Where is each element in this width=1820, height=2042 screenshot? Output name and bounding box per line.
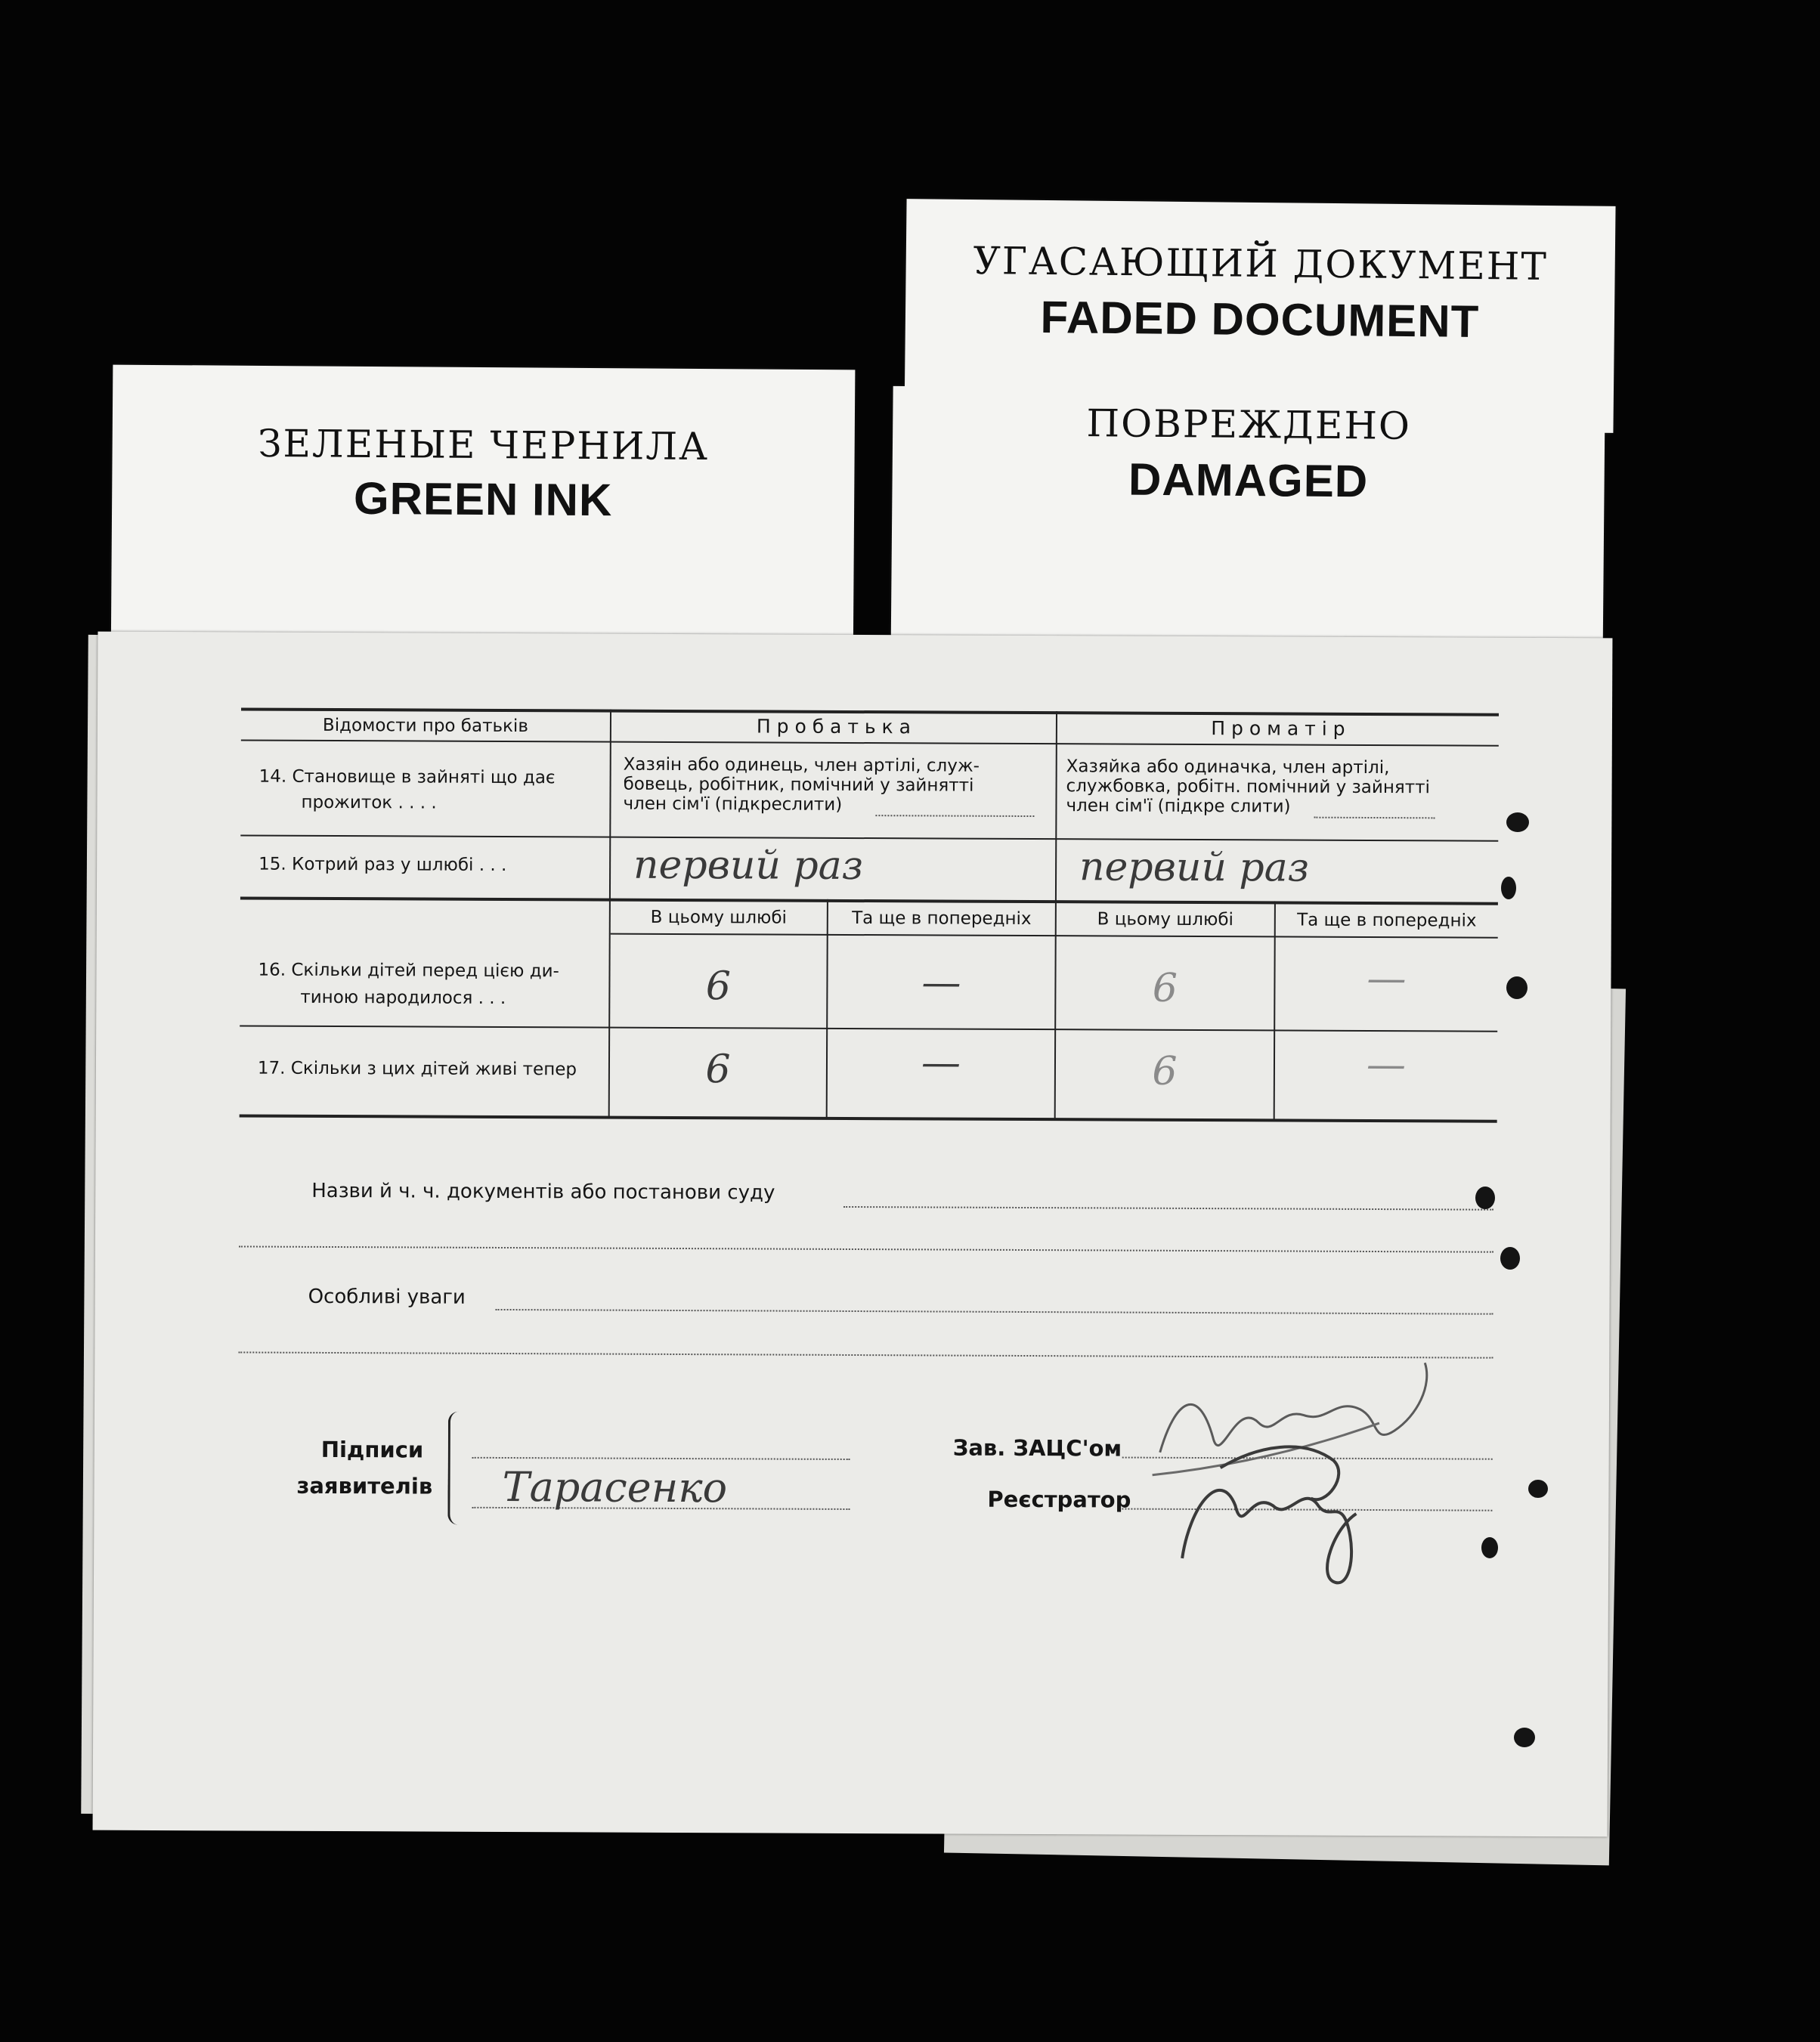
damaged-label-en: DAMAGED <box>1128 453 1369 507</box>
row14-father-line1: Хазяін або одинець, член артілі, служ- <box>623 754 980 776</box>
punch-hole <box>1506 976 1528 999</box>
row16-mother-this: 6 <box>1152 965 1178 1011</box>
punch-hole <box>1481 1537 1498 1558</box>
damaged-label-ru: ПОВРЕЖДЕНО <box>1086 401 1412 448</box>
registrar-label: Реєстратор <box>987 1486 1131 1513</box>
row15-label: 15. Котрий раз у шлюбі . . . <box>258 854 507 875</box>
header-mother: П р о м а т і р <box>1211 717 1345 740</box>
remarks-line <box>496 1309 1493 1315</box>
row14-label-line2: прожиток . . . . <box>301 792 437 813</box>
faded-label-en: FADED DOCUMENT <box>1040 291 1480 348</box>
row14-father-line2: бовець, робітник, помічний у зайнятті <box>623 774 974 796</box>
parents-info-table <box>240 707 1496 1127</box>
punch-hole <box>1528 1480 1548 1498</box>
row14-label-line1: 14. Становище в зайняті що дає <box>258 766 556 788</box>
row16-father-prev: — <box>921 960 961 1006</box>
remarks-label: Особливі уваги <box>308 1285 466 1309</box>
father-this-marriage-header: В цьому шлюбі <box>650 907 788 928</box>
row16-label-line2: тиною народилося . . . <box>300 987 506 1008</box>
row14-mother-line1: Хазяйка або одиначка, член артілі, <box>1066 756 1390 778</box>
official-signature <box>1129 1354 1447 1605</box>
court-documents-line <box>843 1206 1493 1211</box>
header-father: П р о б а т ь к а <box>756 715 911 738</box>
applicant-signature: Тарасенко <box>502 1462 728 1512</box>
header-parents-info: Відомости про батьків <box>322 715 528 737</box>
faded-label-ru: УГАСАЮЩИЙ ДОКУМЕНТ <box>973 239 1549 289</box>
row16-father-this: 6 <box>705 964 732 1010</box>
green-ink-card <box>111 365 856 673</box>
applicants-brace <box>447 1412 464 1525</box>
row14-mother-line3: член сім'ї (підкре слити) <box>1066 796 1291 817</box>
punch-hole <box>1501 877 1516 899</box>
court-documents-label: Назви й ч. ч. документів або постанови суду <box>311 1179 775 1205</box>
punch-hole <box>1475 1187 1495 1209</box>
green-ink-label-en: GREEN INK <box>353 472 613 526</box>
row16-mother-prev: — <box>1367 955 1407 1002</box>
row17-mother-this: 6 <box>1152 1048 1178 1094</box>
row14-mother-line2: службовка, робітн. помічний у зайнятті <box>1066 776 1430 798</box>
row16-label-line1: 16. Скільки дітей перед цією ди- <box>258 960 559 982</box>
applicant-signature-line-1 <box>472 1457 850 1460</box>
applicants-signatures-label-1: Підписи <box>320 1436 424 1463</box>
row17-label: 17. Скільки з цих дітей живі тепер <box>257 1058 577 1080</box>
row17-father-this: 6 <box>705 1047 731 1093</box>
punch-hole <box>1506 812 1529 832</box>
court-documents-line-2 <box>239 1245 1493 1252</box>
mother-previous-header: Та ще в попередніх <box>1297 910 1477 931</box>
mother-this-marriage-header: В цьому шлюбі <box>1097 909 1234 930</box>
applicants-signatures-label-2: заявителів <box>296 1472 433 1499</box>
row14-father-line3: член сім'ї (підкреслити) <box>623 794 843 815</box>
punch-hole <box>1514 1728 1535 1747</box>
head-zags-label: Зав. ЗАЦС'ом <box>952 1434 1122 1462</box>
row15-father-handwritten: первий раз <box>633 842 864 890</box>
father-previous-header: Та ще в попередніх <box>852 908 1032 930</box>
registration-form-sheet <box>93 632 1613 1837</box>
punch-hole <box>1500 1247 1520 1270</box>
row17-mother-prev: — <box>1366 1041 1407 1088</box>
row15-mother-handwritten: первий раз <box>1079 844 1310 891</box>
row17-father-prev: — <box>921 1040 961 1086</box>
green-ink-label-ru: ЗЕЛЕНЫЕ ЧЕРНИЛА <box>258 421 710 469</box>
